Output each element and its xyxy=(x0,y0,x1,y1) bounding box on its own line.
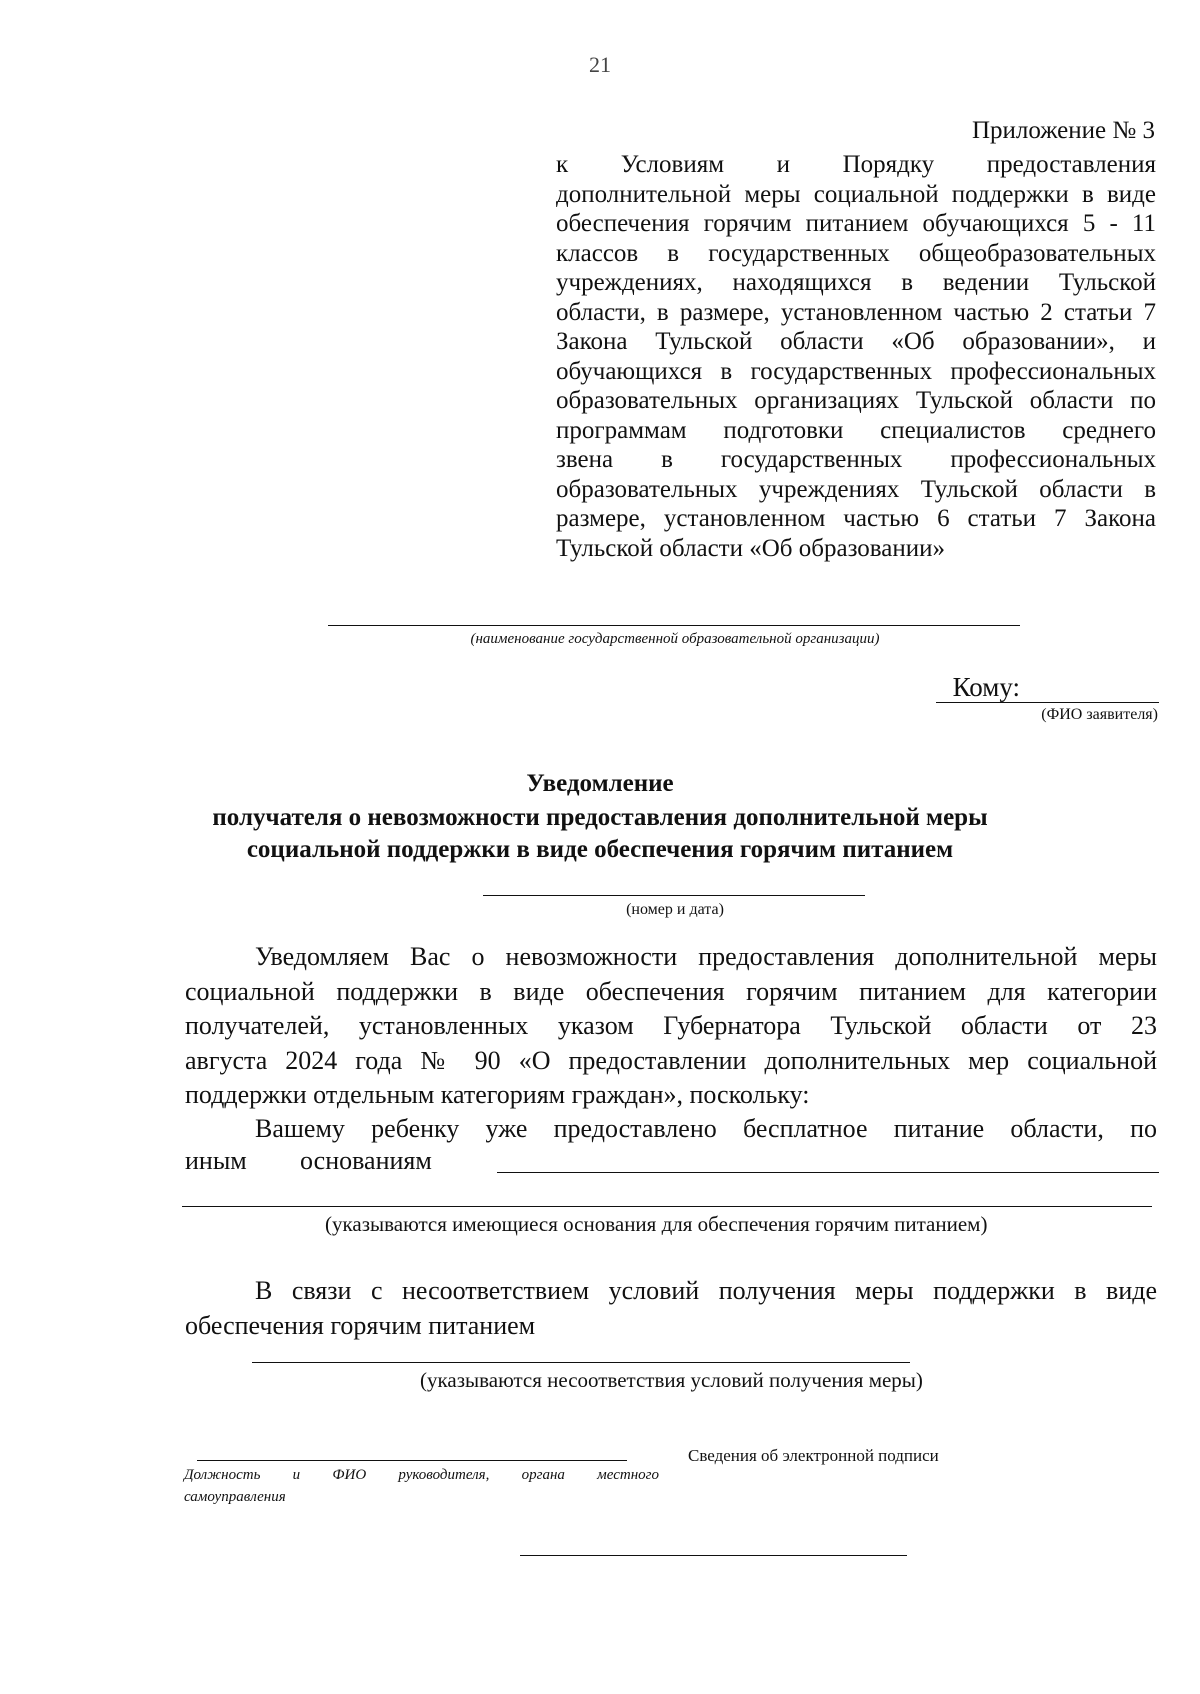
mismatch-blank-line[interactable] xyxy=(252,1362,910,1363)
grounds-blank-line-1[interactable] xyxy=(497,1172,1159,1173)
appendix-line: к Условиям и Порядку предоставления xyxy=(556,151,1156,178)
appendix-line: программам подготовки специалистов среднего xyxy=(556,416,1156,444)
mismatch-caption: (указываются несоответствия условий получения меры) xyxy=(420,1368,923,1392)
number-date-caption: (номер и дата) xyxy=(626,901,724,918)
notice-subtitle-line2: социальной поддержки в виде обеспечения горячим питанием xyxy=(246,836,954,863)
grounds-word-other: иным xyxy=(185,1146,247,1175)
position-blank-line[interactable] xyxy=(197,1460,627,1461)
number-date-blank-line[interactable] xyxy=(483,895,865,896)
grounds-blank-line-2[interactable] xyxy=(182,1206,1152,1207)
appendix-line: обеспечения горячим питанием обучающихся 5 - 11 xyxy=(556,210,1156,237)
appendix-line: образовательных организациях Тульской области по xyxy=(556,387,1156,414)
mismatch-paragraph xyxy=(185,1274,1157,1343)
page-number: 21 xyxy=(589,52,611,77)
appendix-line: дополнительной меры социальной поддержки в виде xyxy=(556,180,1156,208)
bottom-signature-line[interactable] xyxy=(520,1555,907,1556)
appendix-line: Закона Тульской области «Об образовании», и xyxy=(556,328,1156,355)
notice-paragraph xyxy=(185,940,1157,1113)
paragraph-line: В связи с несоответствием условий получения меры поддержки в виде xyxy=(255,1276,1157,1305)
org-name-caption: (наименование государственной образовательной организации) xyxy=(470,631,880,647)
grounds-word-basis: основаниям xyxy=(300,1146,432,1175)
paragraph-line: августа 2024 года № 90 «О предоставлении дополнительных мер социальной xyxy=(185,1045,1157,1075)
appendix-line: области, в размере, установленном частью 2 статьи 7 xyxy=(556,298,1156,326)
paragraph-line: получателей, установленных указом Губернатора Тульской области от 23 xyxy=(185,1011,1157,1040)
appendix-title: Приложение № 3 xyxy=(971,117,1155,144)
notice-subtitle-line1: получателя о невозможности предоставления дополнительной меры xyxy=(212,804,988,831)
grounds-caption: (указываются имеющиеся основания для обеспечения горячим питанием) xyxy=(325,1212,988,1236)
appendix-reference xyxy=(556,150,1156,563)
position-caption-line2: самоуправления xyxy=(184,1489,286,1505)
position-caption-line1: Должность и ФИО руководителя, органа местного xyxy=(184,1467,659,1483)
appendix-line: звена в государственных профессиональных xyxy=(556,446,1156,473)
paragraph-line: Вашему ребенку уже предоставлено бесплатное питание области, по xyxy=(255,1114,1157,1143)
paragraph-line: поддержки отдельным категориям граждан», поскольку: xyxy=(185,1080,810,1109)
grounds-paragraph xyxy=(185,1112,1157,1147)
appendix-line: Тульской области «Об образовании» xyxy=(556,534,946,562)
appendix-line: классов в государственных общеобразовательных xyxy=(556,239,1156,267)
paragraph-line: социальной поддержки в виде обеспечения горячим питанием для категории xyxy=(185,976,1157,1006)
recipient-label: Кому: xyxy=(952,672,1020,702)
appendix-line: размере, установленном частью 6 статьи 7 Закона xyxy=(556,505,1156,532)
e-signature-label: Сведения об электронной подписи xyxy=(688,1446,939,1465)
org-name-blank-line[interactable] xyxy=(328,625,1020,626)
appendix-line: учреждениях, находящихся в ведении Тульской xyxy=(556,269,1156,296)
recipient-blank-line[interactable] xyxy=(936,702,1159,703)
paragraph-line: обеспечения горячим питанием xyxy=(185,1310,536,1340)
appendix-line: обучающихся в государственных профессиональных xyxy=(556,357,1156,385)
notice-title: Уведомление xyxy=(526,770,674,797)
appendix-line: образовательных учреждениях Тульской области в xyxy=(556,475,1156,503)
recipient-caption: (ФИО заявителя) xyxy=(1041,706,1158,723)
paragraph-line: Уведомляем Вас о невозможности предоставления дополнительной меры xyxy=(255,942,1157,971)
